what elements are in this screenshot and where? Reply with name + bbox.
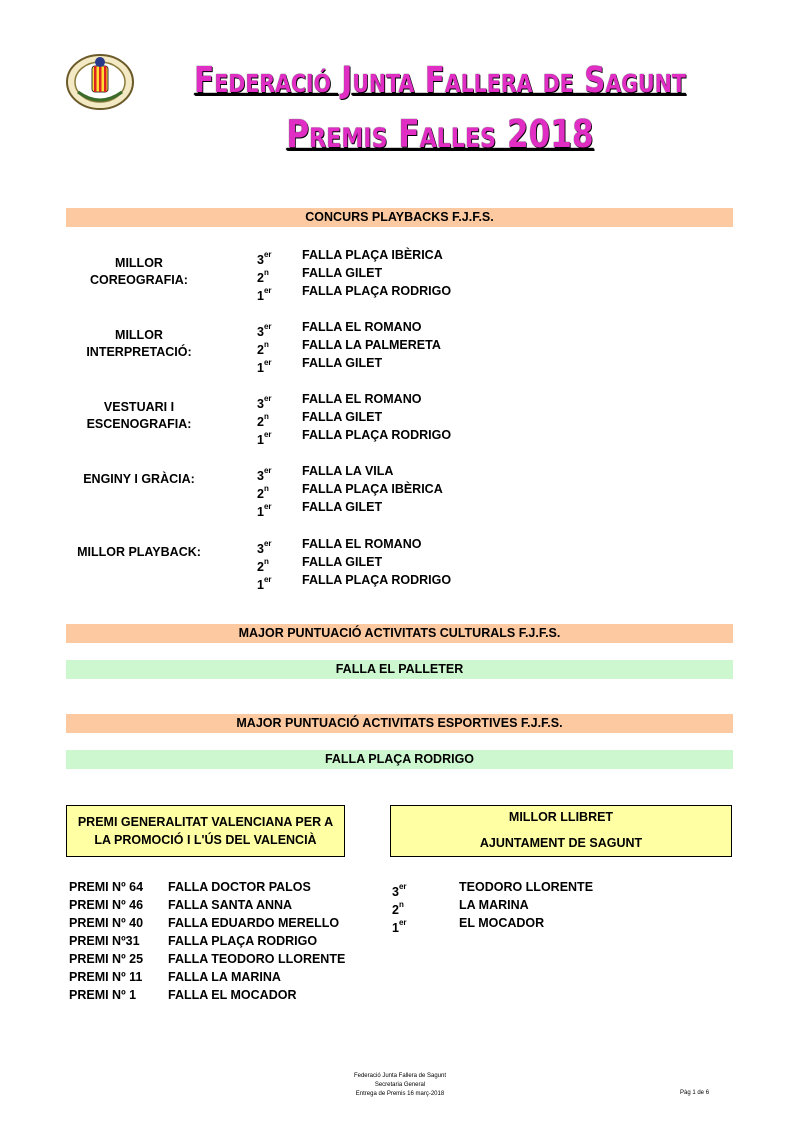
- prize-falla: FALLA TEODORO LLORENTE: [168, 952, 346, 966]
- place-suffix: er: [263, 286, 272, 295]
- place-number: 1: [257, 578, 264, 592]
- place-ordinal: [257, 318, 297, 339]
- place-falla: FALLA GILET: [302, 555, 383, 569]
- place-number: 1: [257, 361, 264, 375]
- category-label: MILLOR COREOGRAFIA:: [90, 256, 188, 287]
- place-ordinal: [257, 553, 297, 574]
- place-suffix: er: [263, 466, 272, 475]
- category-label: VESTUARI I ESCENOGRAFIA:: [86, 400, 192, 431]
- place-suffix: n: [263, 268, 269, 277]
- place-ordinal: [257, 354, 297, 375]
- place-ordinal: [257, 571, 297, 592]
- prize-number: PREMI Nº 11: [69, 970, 143, 984]
- place-suffix: n: [263, 557, 269, 566]
- place-suffix: er: [263, 539, 272, 548]
- place-number: 1: [257, 433, 264, 447]
- page-number: Pàg 1 de 6: [680, 1090, 710, 1096]
- place-suffix: n: [263, 412, 269, 421]
- footer-line2: Secretaria General: [374, 1082, 426, 1088]
- prize-falla: FALLA EDUARDO MERELLO: [168, 916, 340, 930]
- footer-line1: Federació Junta Fallera de Sagunt: [353, 1073, 447, 1079]
- llibret-number: 2: [392, 903, 399, 917]
- place-ordinal: [257, 462, 297, 483]
- place-falla: FALLA PLAÇA RODRIGO: [302, 284, 452, 298]
- place-number: 3: [257, 253, 264, 267]
- category-label: MILLOR INTERPRETACIÓ:: [86, 328, 192, 359]
- generalitat-heading: PREMI GENERALITAT VALENCIANA PER A LA PROMOCIÓ I L'ÚS DEL VALENCIÀ: [77, 815, 334, 847]
- place-ordinal: [257, 480, 297, 501]
- place-suffix: er: [263, 358, 272, 367]
- place-number: 3: [257, 542, 264, 556]
- generalitat-box: [66, 805, 345, 857]
- place-ordinal: [257, 264, 297, 285]
- place-number: 3: [257, 325, 264, 339]
- llibret-suffix: er: [398, 882, 407, 891]
- place-number: 3: [257, 469, 264, 483]
- place-ordinal: [257, 426, 297, 447]
- llibret-suffix: n: [398, 900, 404, 909]
- prize-falla: FALLA PLAÇA RODRIGO: [168, 934, 318, 948]
- page-subtitle: Premis Falles 2018: [286, 112, 594, 156]
- place-suffix: n: [263, 484, 269, 493]
- llibret-box: [390, 805, 732, 857]
- llibret-falla: TEODORO LLORENTE: [459, 880, 594, 894]
- prize-falla: FALLA LA MARINA: [168, 970, 281, 984]
- llibret-ordinal: [392, 896, 404, 917]
- prize-number: PREMI Nº 64: [69, 880, 144, 894]
- cultural-heading: MAJOR PUNTUACIÓ ACTIVITATS CULTURALS F.J.F.S.: [66, 624, 733, 643]
- place-ordinal: [257, 282, 297, 303]
- footer-line3: Entrega de Premis 16 març-2018: [355, 1091, 445, 1097]
- place-number: 2: [257, 343, 264, 357]
- place-suffix: er: [263, 250, 272, 259]
- place-suffix: er: [263, 322, 272, 331]
- place-falla: FALLA GILET: [302, 266, 383, 280]
- prize-falla: FALLA EL MOCADOR: [168, 988, 297, 1002]
- prize-number: PREMI Nº 25: [69, 952, 144, 966]
- place-ordinal: [257, 246, 297, 267]
- place-falla: FALLA PLAÇA IBÈRICA: [302, 482, 443, 496]
- sports-winner: FALLA PLAÇA RODRIGO: [66, 750, 733, 769]
- place-number: 1: [257, 289, 264, 303]
- prize-falla: FALLA DOCTOR PALOS: [168, 880, 311, 894]
- place-number: 2: [257, 560, 264, 574]
- place-number: 2: [257, 487, 264, 501]
- llibret-ordinal: [392, 878, 407, 899]
- llibret-heading: MILLOR LLIBRET: [508, 810, 614, 824]
- footer: [300, 1072, 500, 1099]
- place-falla: FALLA EL ROMANO: [302, 392, 422, 406]
- prize-number: PREMI Nº 40: [69, 916, 144, 930]
- place-falla: FALLA GILET: [302, 410, 383, 424]
- prize-number: PREMI Nº31: [69, 934, 140, 948]
- llibret-falla: EL MOCADOR: [459, 916, 545, 930]
- llibret-ordinal: [392, 914, 407, 935]
- sports-heading: MAJOR PUNTUACIÓ ACTIVITATS ESPORTIVES F.J.F.S.: [66, 714, 733, 733]
- page-title: Federació Junta Fallera de Sagunt: [194, 60, 686, 101]
- playbacks-heading: CONCURS PLAYBACKS F.J.F.S.: [66, 208, 733, 227]
- place-falla: FALLA EL ROMANO: [302, 320, 422, 334]
- llibret-falla: LA MARINA: [459, 898, 529, 912]
- place-ordinal: [257, 408, 297, 429]
- place-number: 2: [257, 415, 264, 429]
- place-suffix: n: [263, 340, 269, 349]
- place-falla: FALLA PLAÇA RODRIGO: [302, 573, 452, 587]
- prize-number: PREMI Nº 46: [69, 898, 144, 912]
- llibret-number: 3: [392, 885, 399, 899]
- place-number: 2: [257, 271, 264, 285]
- place-ordinal: [257, 336, 297, 357]
- prize-falla: FALLA SANTA ANNA: [168, 898, 293, 912]
- place-suffix: er: [263, 394, 272, 403]
- place-falla: FALLA PLAÇA IBÈRICA: [302, 248, 443, 262]
- category-label: ENGINY I GRÀCIA:: [83, 472, 195, 486]
- place-number: 3: [257, 397, 264, 411]
- category-label: MILLOR PLAYBACK:: [77, 545, 201, 559]
- llibret-number: 1: [392, 921, 399, 935]
- place-ordinal: [257, 498, 297, 519]
- llibret-suffix: er: [398, 918, 407, 927]
- place-suffix: er: [263, 575, 272, 584]
- place-falla: FALLA PLAÇA RODRIGO: [302, 428, 452, 442]
- place-falla: FALLA GILET: [302, 500, 383, 514]
- place-falla: FALLA GILET: [302, 356, 383, 370]
- place-number: 1: [257, 505, 264, 519]
- place-falla: FALLA LA PALMERETA: [302, 338, 441, 352]
- place-falla: FALLA EL ROMANO: [302, 537, 422, 551]
- place-suffix: er: [263, 430, 272, 439]
- place-suffix: er: [263, 502, 272, 511]
- llibret-sub: AJUNTAMENT DE SAGUNT: [479, 836, 643, 850]
- prize-number: PREMI Nº 1: [69, 988, 137, 1002]
- place-ordinal: [257, 535, 297, 556]
- place-falla: FALLA LA VILA: [302, 464, 394, 478]
- federation-logo: [64, 52, 136, 112]
- place-ordinal: [257, 390, 297, 411]
- cultural-winner: FALLA EL PALLETER: [66, 660, 733, 679]
